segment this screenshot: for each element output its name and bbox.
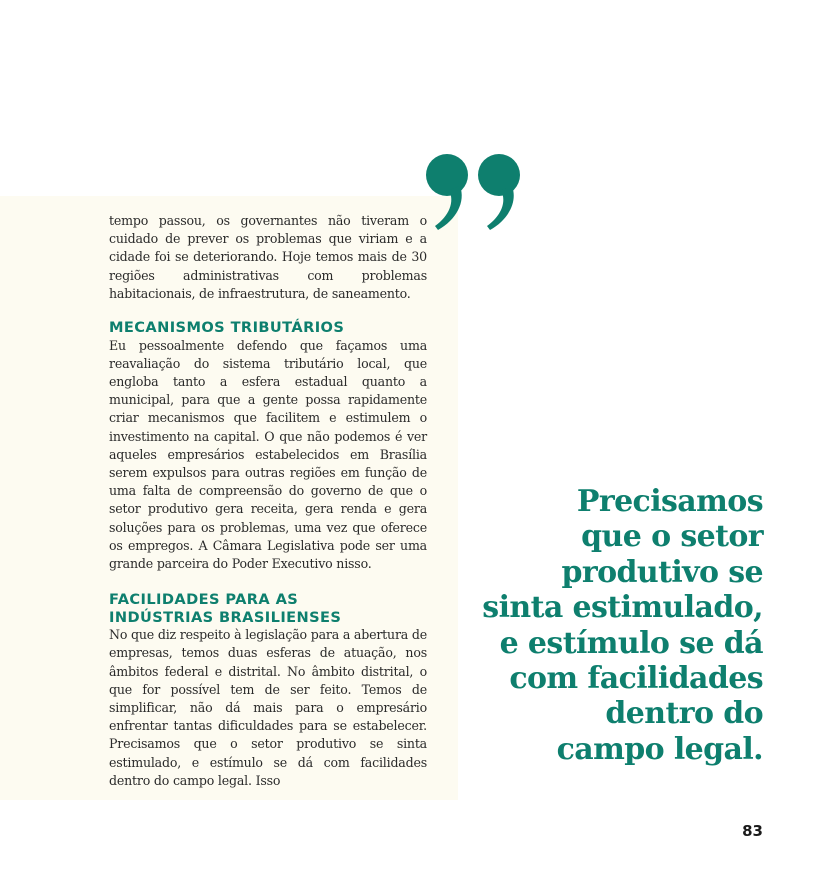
pull-quote-line: campo legal.	[556, 731, 763, 767]
closing-quotation-mark-icon	[422, 150, 526, 232]
section-heading-facilidades-line-1: FACILIDADES PARA AS	[109, 591, 299, 609]
section-heading-facilidades-line-2: INDÚSTRIAS BRASILIENSES	[109, 608, 342, 626]
pull-quote-line: dentro do	[605, 696, 763, 732]
section-heading-mecanismos: MECANISMOS TRIBUTÁRIOS	[109, 319, 345, 337]
section-1-paragraph: Eu pessoalmente defendo que façamos uma reavaliação do sistema tributário local, que engloba tanto a esfera estadual quanto a municipal, para que a gente possa rapidamente criar mecanismos que facilitem e estimulem o investimento na capital. O que não podemos é ver aqueles empresários estabelecidos em Brasília serem expulsos para outras regiões em função de uma falta de compreensão do governo de que o setor produtivo gera receita, gera renda e gera soluções para os problemas, uma vez que oferece os empregos. A Câmara Legislativa pode ser uma grande parceira do Poder Executivo nisso.	[109, 337, 427, 571]
pull-quote-line: Precisamos	[576, 484, 763, 519]
section-2-paragraph: No que diz respeito à legislação para a abertura de empresas, temos duas esferas de atuação, nos âmbitos federal e distrital. No âmbito distrital, o que for possível tem de ser feito. Temos de simplificar, não dá mais para o empresário enfrentar tantas dificuldades para se estabelecer. Precisamos que o setor produtivo se sinta estimulado, e estímulo se dá com facilidades dentro do campo legal. Isso	[109, 627, 427, 788]
pull-quote-line: produtivo se	[561, 554, 763, 590]
pull-quote-line: com facilidades	[509, 661, 763, 697]
pull-quote-line: que o setor	[581, 519, 763, 555]
pull-quote-line: sinta estimulado,	[482, 590, 763, 626]
intro-paragraph: tempo passou, os governantes não tiveram o cuidado de prever os problemas que viriam e a cidade foi se deteriorando. Hoje temos mais de 30 regiões administrativas com problemas habitacionais, de infraestrutura, de saneamento.	[109, 213, 427, 301]
section-heading-facilidades	[109, 591, 427, 626]
page-number: 83	[742, 822, 763, 840]
article-column	[109, 212, 427, 790]
pull-quote-line: e estímulo se dá	[499, 625, 763, 661]
pull-quote	[433, 484, 763, 767]
